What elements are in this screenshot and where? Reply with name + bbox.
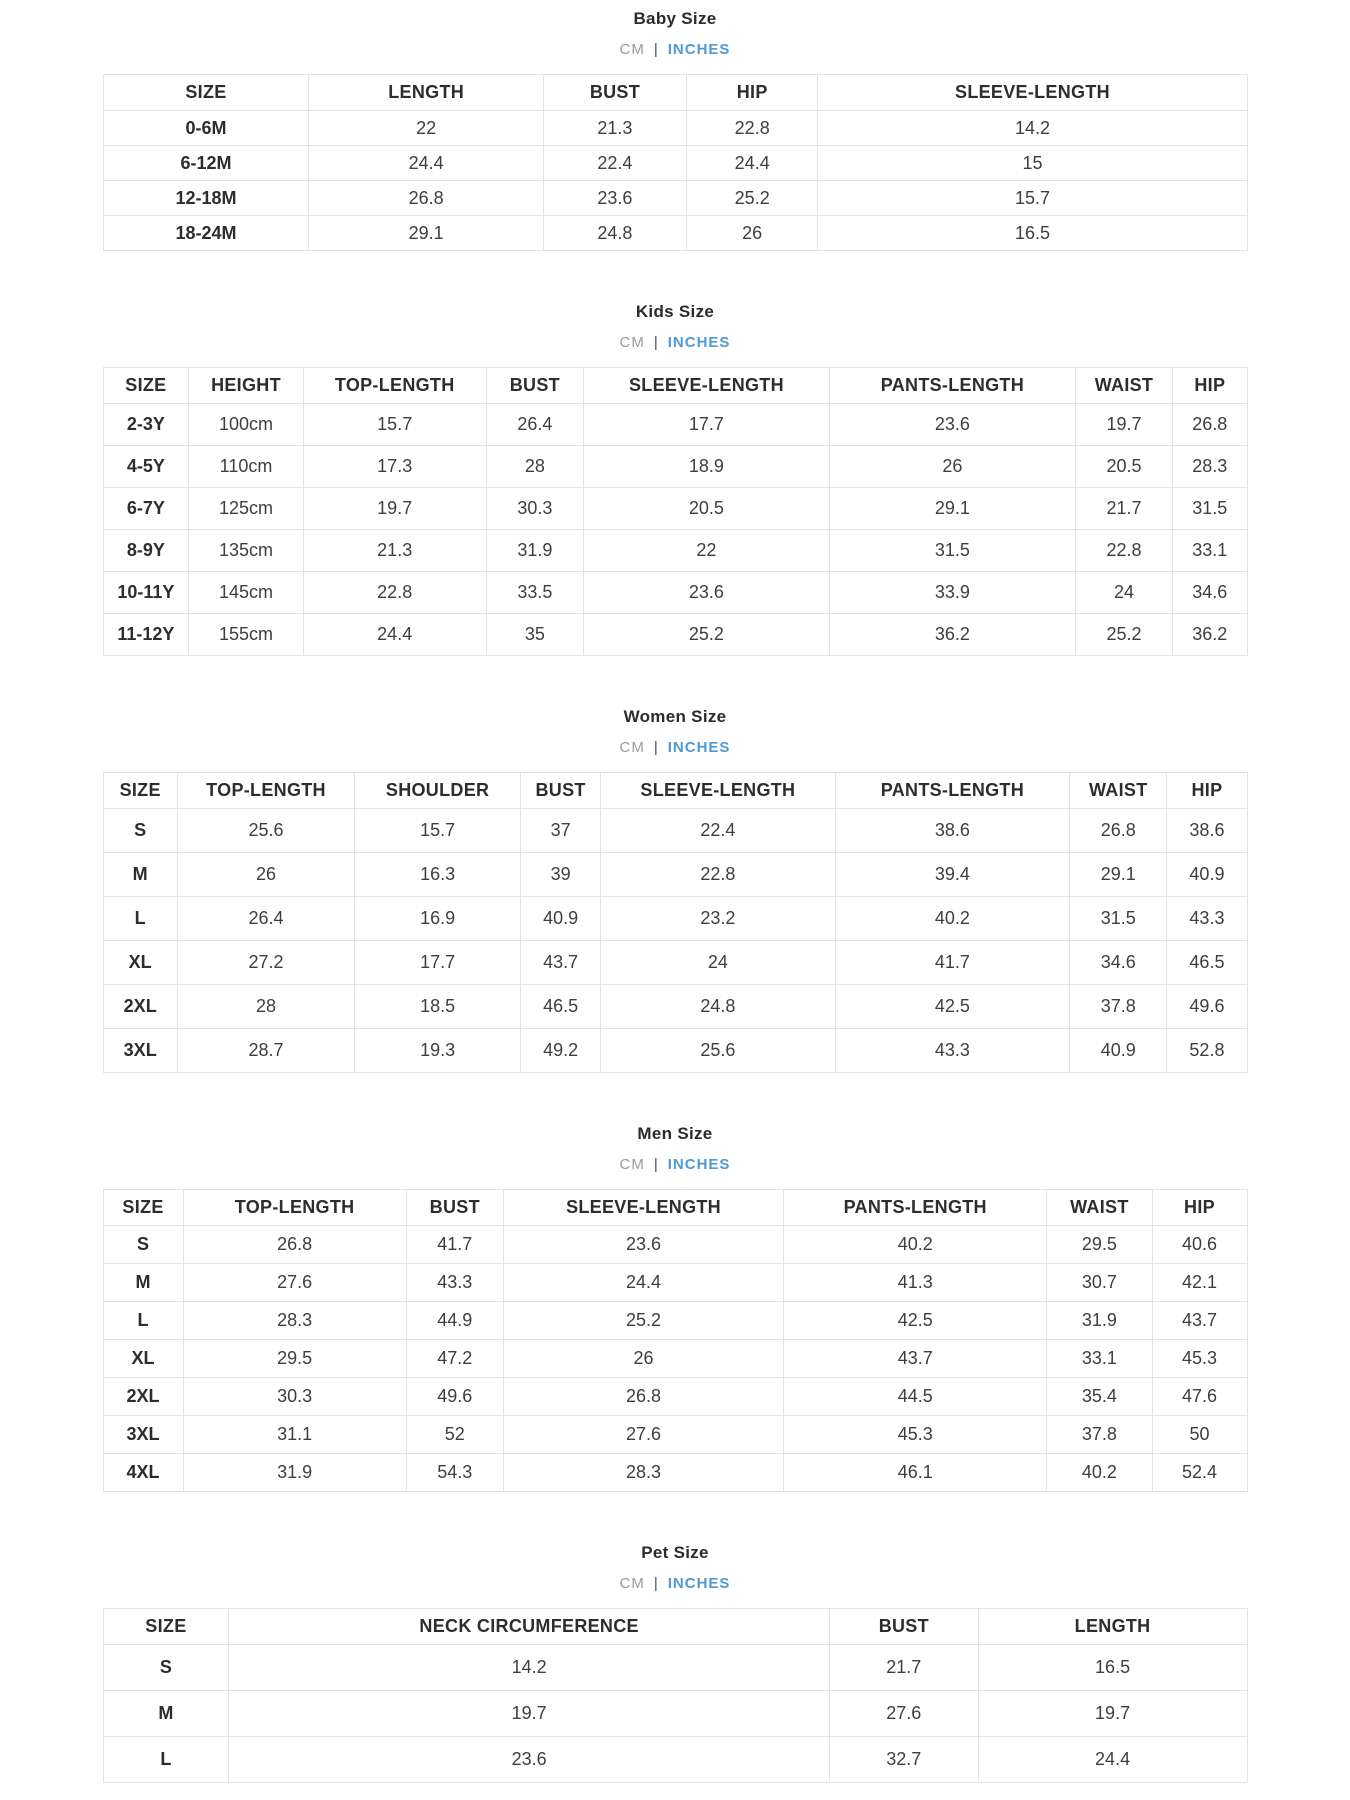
table-cell: 31.5 bbox=[1070, 897, 1167, 941]
column-header: LENGTH bbox=[978, 1609, 1247, 1645]
table-cell: 23.6 bbox=[503, 1226, 783, 1264]
table-cell: 43.3 bbox=[1167, 897, 1247, 941]
table-cell: 29.1 bbox=[309, 216, 544, 251]
size-chart-section-women-size bbox=[103, 706, 1248, 1073]
size-cell: M bbox=[103, 1691, 229, 1737]
table-cell: 39 bbox=[521, 853, 601, 897]
table-cell: 46.5 bbox=[521, 985, 601, 1029]
table-cell: 27.6 bbox=[829, 1691, 978, 1737]
table-cell: 46.1 bbox=[784, 1454, 1047, 1492]
table-cell: 31.5 bbox=[829, 530, 1075, 572]
table-cell: 31.9 bbox=[1047, 1302, 1152, 1340]
table-row bbox=[103, 1302, 1247, 1340]
table-cell: 52 bbox=[406, 1416, 503, 1454]
table-cell: 28.3 bbox=[183, 1302, 406, 1340]
table-cell: 135cm bbox=[189, 530, 303, 572]
table-cell: 16.3 bbox=[355, 853, 521, 897]
table-cell: 46.5 bbox=[1167, 941, 1247, 985]
table-cell: 43.7 bbox=[521, 941, 601, 985]
table-cell: 14.2 bbox=[818, 111, 1247, 146]
unit-cm-button[interactable]: CM bbox=[619, 1575, 645, 1592]
table-row bbox=[103, 1454, 1247, 1492]
size-chart-section-pet-size bbox=[103, 1542, 1248, 1783]
size-cell: XL bbox=[103, 941, 177, 985]
table-cell: 29.1 bbox=[1070, 853, 1167, 897]
table-cell: 42.1 bbox=[1152, 1264, 1247, 1302]
table-cell: 37 bbox=[521, 809, 601, 853]
table-cell: 25.2 bbox=[1075, 614, 1172, 656]
column-header: SLEEVE-LENGTH bbox=[503, 1190, 783, 1226]
column-header: SIZE bbox=[103, 773, 177, 809]
table-cell: 26.4 bbox=[486, 404, 583, 446]
unit-separator: | bbox=[653, 1575, 659, 1592]
table-cell: 23.6 bbox=[583, 572, 829, 614]
table-cell: 31.1 bbox=[183, 1416, 406, 1454]
table-row bbox=[103, 1226, 1247, 1264]
unit-toggle bbox=[103, 1155, 1248, 1175]
table-cell: 36.2 bbox=[829, 614, 1075, 656]
column-header: NECK CIRCUMFERENCE bbox=[229, 1609, 830, 1645]
table-cell: 43.3 bbox=[835, 1029, 1070, 1073]
table-cell: 27.2 bbox=[177, 941, 354, 985]
table-cell: 41.7 bbox=[835, 941, 1070, 985]
size-cell: 2-3Y bbox=[103, 404, 189, 446]
table-cell: 33.5 bbox=[486, 572, 583, 614]
table-cell: 35 bbox=[486, 614, 583, 656]
size-cell: 18-24M bbox=[103, 216, 309, 251]
table-cell: 33.9 bbox=[829, 572, 1075, 614]
table-cell: 19.7 bbox=[978, 1691, 1247, 1737]
table-cell: 40.2 bbox=[784, 1226, 1047, 1264]
table-cell: 32.7 bbox=[829, 1737, 978, 1783]
table-cell: 26 bbox=[503, 1340, 783, 1378]
column-header: PANTS-LENGTH bbox=[784, 1190, 1047, 1226]
size-cell: 3XL bbox=[103, 1029, 177, 1073]
table-cell: 17.3 bbox=[303, 446, 486, 488]
column-header: SIZE bbox=[103, 368, 189, 404]
table-row bbox=[103, 1737, 1247, 1783]
table-cell: 43.7 bbox=[784, 1340, 1047, 1378]
column-header: LENGTH bbox=[309, 75, 544, 111]
table-cell: 24.4 bbox=[303, 614, 486, 656]
table-cell: 26.8 bbox=[309, 181, 544, 216]
table-cell: 24.8 bbox=[543, 216, 686, 251]
table-cell: 33.1 bbox=[1047, 1340, 1152, 1378]
table-row bbox=[103, 1691, 1247, 1737]
unit-toggle bbox=[103, 40, 1248, 60]
table-row bbox=[103, 111, 1247, 146]
table-cell: 25.2 bbox=[686, 181, 818, 216]
column-header: WAIST bbox=[1075, 368, 1172, 404]
size-chart-section-baby-size bbox=[103, 8, 1248, 251]
table-row bbox=[103, 488, 1247, 530]
header-row bbox=[103, 1609, 1247, 1645]
size-cell: 2XL bbox=[103, 1378, 183, 1416]
table-cell: 26.8 bbox=[183, 1226, 406, 1264]
table-cell: 15.7 bbox=[355, 809, 521, 853]
table-cell: 22.8 bbox=[1075, 530, 1172, 572]
table-cell: 43.3 bbox=[406, 1264, 503, 1302]
table-cell: 19.7 bbox=[303, 488, 486, 530]
table-row bbox=[103, 1264, 1247, 1302]
unit-toggle bbox=[103, 333, 1248, 353]
column-header: TOP-LENGTH bbox=[177, 773, 354, 809]
table-cell: 18.5 bbox=[355, 985, 521, 1029]
table-cell: 31.5 bbox=[1173, 488, 1247, 530]
size-chart-section-kids-size bbox=[103, 301, 1248, 656]
table-cell: 26 bbox=[686, 216, 818, 251]
size-charts-page bbox=[0, 8, 1350, 1783]
table-cell: 49.6 bbox=[1167, 985, 1247, 1029]
column-header: TOP-LENGTH bbox=[303, 368, 486, 404]
table-cell: 16.5 bbox=[818, 216, 1247, 251]
table-row bbox=[103, 181, 1247, 216]
table-cell: 31.9 bbox=[183, 1454, 406, 1492]
size-cell: 0-6M bbox=[103, 111, 309, 146]
column-header: PANTS-LENGTH bbox=[829, 368, 1075, 404]
table-cell: 28.7 bbox=[177, 1029, 354, 1073]
header-row bbox=[103, 75, 1247, 111]
table-row bbox=[103, 614, 1247, 656]
table-cell: 28.3 bbox=[1173, 446, 1247, 488]
unit-separator: | bbox=[653, 334, 659, 351]
table-cell: 54.3 bbox=[406, 1454, 503, 1492]
column-header: BUST bbox=[486, 368, 583, 404]
column-header: BUST bbox=[829, 1609, 978, 1645]
size-cell: S bbox=[103, 809, 177, 853]
size-cell: 3XL bbox=[103, 1416, 183, 1454]
unit-separator: | bbox=[653, 1156, 659, 1173]
table-cell: 52.4 bbox=[1152, 1454, 1247, 1492]
table-cell: 36.2 bbox=[1173, 614, 1247, 656]
unit-cm-button[interactable]: CM bbox=[619, 41, 645, 58]
size-cell: 2XL bbox=[103, 985, 177, 1029]
table-cell: 47.2 bbox=[406, 1340, 503, 1378]
table-cell: 24.4 bbox=[686, 146, 818, 181]
table-cell: 38.6 bbox=[1167, 809, 1247, 853]
table-row bbox=[103, 1416, 1247, 1454]
table-cell: 20.5 bbox=[1075, 446, 1172, 488]
table-cell: 16.9 bbox=[355, 897, 521, 941]
table-cell: 22.8 bbox=[686, 111, 818, 146]
column-header: BUST bbox=[543, 75, 686, 111]
table-cell: 21.7 bbox=[829, 1645, 978, 1691]
table-cell: 30.7 bbox=[1047, 1264, 1152, 1302]
table-cell: 30.3 bbox=[183, 1378, 406, 1416]
table-cell: 49.2 bbox=[521, 1029, 601, 1073]
table-cell: 19.7 bbox=[1075, 404, 1172, 446]
table-cell: 24.4 bbox=[503, 1264, 783, 1302]
column-header: SLEEVE-LENGTH bbox=[583, 368, 829, 404]
table-cell: 40.9 bbox=[1070, 1029, 1167, 1073]
table-cell: 25.6 bbox=[601, 1029, 836, 1073]
column-header: SIZE bbox=[103, 1609, 229, 1645]
column-header: WAIST bbox=[1047, 1190, 1152, 1226]
size-cell: L bbox=[103, 1737, 229, 1783]
table-cell: 15.7 bbox=[818, 181, 1247, 216]
table-cell: 100cm bbox=[189, 404, 303, 446]
size-cell: S bbox=[103, 1645, 229, 1691]
table-cell: 26.8 bbox=[1070, 809, 1167, 853]
table-cell: 110cm bbox=[189, 446, 303, 488]
header-row bbox=[103, 773, 1247, 809]
table-cell: 25.6 bbox=[177, 809, 354, 853]
column-header: SIZE bbox=[103, 75, 309, 111]
table-cell: 29.1 bbox=[829, 488, 1075, 530]
table-cell: 22 bbox=[309, 111, 544, 146]
size-cell: 11-12Y bbox=[103, 614, 189, 656]
table-cell: 125cm bbox=[189, 488, 303, 530]
table-cell: 19.3 bbox=[355, 1029, 521, 1073]
unit-cm-button[interactable]: CM bbox=[619, 739, 645, 756]
size-cell: 6-7Y bbox=[103, 488, 189, 530]
table-cell: 19.7 bbox=[229, 1691, 830, 1737]
table-cell: 26.8 bbox=[503, 1378, 783, 1416]
unit-cm-button[interactable]: CM bbox=[619, 1156, 645, 1173]
section-title: Men Size bbox=[637, 1124, 713, 1143]
size-table bbox=[103, 367, 1248, 656]
table-cell: 38.6 bbox=[835, 809, 1070, 853]
size-cell: 4XL bbox=[103, 1454, 183, 1492]
unit-separator: | bbox=[653, 739, 659, 756]
size-table bbox=[103, 1189, 1248, 1492]
table-cell: 34.6 bbox=[1173, 572, 1247, 614]
table-cell: 21.3 bbox=[303, 530, 486, 572]
table-cell: 37.8 bbox=[1070, 985, 1167, 1029]
table-cell: 22.8 bbox=[601, 853, 836, 897]
table-cell: 40.2 bbox=[1047, 1454, 1152, 1492]
column-header: SLEEVE-LENGTH bbox=[818, 75, 1247, 111]
table-cell: 21.7 bbox=[1075, 488, 1172, 530]
size-cell: 8-9Y bbox=[103, 530, 189, 572]
column-header: HEIGHT bbox=[189, 368, 303, 404]
table-cell: 27.6 bbox=[183, 1264, 406, 1302]
table-row bbox=[103, 1340, 1247, 1378]
table-cell: 26.8 bbox=[1173, 404, 1247, 446]
size-table bbox=[103, 74, 1248, 251]
table-cell: 28.3 bbox=[503, 1454, 783, 1492]
unit-inches-button[interactable]: INCHES bbox=[667, 41, 731, 58]
column-header: TOP-LENGTH bbox=[183, 1190, 406, 1226]
table-cell: 16.5 bbox=[978, 1645, 1247, 1691]
unit-toggle bbox=[103, 738, 1248, 758]
size-cell: 12-18M bbox=[103, 181, 309, 216]
size-cell: L bbox=[103, 897, 177, 941]
table-row bbox=[103, 572, 1247, 614]
table-row bbox=[103, 941, 1247, 985]
table-cell: 40.9 bbox=[521, 897, 601, 941]
table-cell: 25.2 bbox=[503, 1302, 783, 1340]
header-row bbox=[103, 368, 1247, 404]
table-cell: 26 bbox=[829, 446, 1075, 488]
table-cell: 26 bbox=[177, 853, 354, 897]
section-title: Baby Size bbox=[633, 9, 717, 28]
table-cell: 155cm bbox=[189, 614, 303, 656]
table-row bbox=[103, 404, 1247, 446]
table-cell: 28 bbox=[486, 446, 583, 488]
table-cell: 33.1 bbox=[1173, 530, 1247, 572]
table-cell: 45.3 bbox=[784, 1416, 1047, 1454]
column-header: PANTS-LENGTH bbox=[835, 773, 1070, 809]
size-cell: M bbox=[103, 1264, 183, 1302]
table-row bbox=[103, 530, 1247, 572]
table-cell: 23.6 bbox=[229, 1737, 830, 1783]
table-cell: 26.4 bbox=[177, 897, 354, 941]
table-row bbox=[103, 146, 1247, 181]
section-title: Pet Size bbox=[641, 1543, 709, 1562]
table-cell: 14.2 bbox=[229, 1645, 830, 1691]
table-row bbox=[103, 897, 1247, 941]
table-cell: 29.5 bbox=[183, 1340, 406, 1378]
table-cell: 28 bbox=[177, 985, 354, 1029]
column-header: SHOULDER bbox=[355, 773, 521, 809]
table-cell: 29.5 bbox=[1047, 1226, 1152, 1264]
table-cell: 47.6 bbox=[1152, 1378, 1247, 1416]
table-cell: 24 bbox=[1075, 572, 1172, 614]
size-table bbox=[103, 772, 1248, 1073]
table-cell: 22.4 bbox=[543, 146, 686, 181]
unit-separator: | bbox=[653, 41, 659, 58]
table-cell: 22.8 bbox=[303, 572, 486, 614]
column-header: SLEEVE-LENGTH bbox=[601, 773, 836, 809]
table-cell: 23.2 bbox=[601, 897, 836, 941]
table-cell: 22.4 bbox=[601, 809, 836, 853]
unit-inches-button[interactable]: INCHES bbox=[667, 1156, 731, 1173]
column-header: HIP bbox=[1167, 773, 1247, 809]
column-header: WAIST bbox=[1070, 773, 1167, 809]
table-cell: 30.3 bbox=[486, 488, 583, 530]
table-cell: 41.3 bbox=[784, 1264, 1047, 1302]
table-cell: 37.8 bbox=[1047, 1416, 1152, 1454]
size-cell: 4-5Y bbox=[103, 446, 189, 488]
table-cell: 24.4 bbox=[978, 1737, 1247, 1783]
table-cell: 31.9 bbox=[486, 530, 583, 572]
size-cell: XL bbox=[103, 1340, 183, 1378]
table-cell: 25.2 bbox=[583, 614, 829, 656]
table-cell: 41.7 bbox=[406, 1226, 503, 1264]
size-chart-section-men-size bbox=[103, 1123, 1248, 1492]
size-cell: 10-11Y bbox=[103, 572, 189, 614]
column-header: BUST bbox=[406, 1190, 503, 1226]
section-title: Kids Size bbox=[635, 302, 715, 321]
table-row bbox=[103, 985, 1247, 1029]
table-row bbox=[103, 1645, 1247, 1691]
table-cell: 35.4 bbox=[1047, 1378, 1152, 1416]
column-header: HIP bbox=[1152, 1190, 1247, 1226]
table-row bbox=[103, 446, 1247, 488]
table-cell: 21.3 bbox=[543, 111, 686, 146]
table-cell: 42.5 bbox=[784, 1302, 1047, 1340]
table-cell: 40.9 bbox=[1167, 853, 1247, 897]
table-cell: 34.6 bbox=[1070, 941, 1167, 985]
header-row bbox=[103, 1190, 1247, 1226]
table-cell: 43.7 bbox=[1152, 1302, 1247, 1340]
table-cell: 17.7 bbox=[355, 941, 521, 985]
table-cell: 20.5 bbox=[583, 488, 829, 530]
column-header: BUST bbox=[521, 773, 601, 809]
size-cell: 6-12M bbox=[103, 146, 309, 181]
table-cell: 22 bbox=[583, 530, 829, 572]
column-header: HIP bbox=[686, 75, 818, 111]
table-row bbox=[103, 1029, 1247, 1073]
table-cell: 27.6 bbox=[503, 1416, 783, 1454]
table-cell: 40.6 bbox=[1152, 1226, 1247, 1264]
table-cell: 39.4 bbox=[835, 853, 1070, 897]
size-table bbox=[103, 1608, 1248, 1783]
table-row bbox=[103, 853, 1247, 897]
size-cell: M bbox=[103, 853, 177, 897]
table-cell: 24.4 bbox=[309, 146, 544, 181]
unit-toggle bbox=[103, 1574, 1248, 1594]
unit-inches-button[interactable]: INCHES bbox=[667, 1575, 731, 1592]
section-title: Women Size bbox=[623, 707, 727, 726]
unit-inches-button[interactable]: INCHES bbox=[667, 739, 731, 756]
unit-inches-button[interactable]: INCHES bbox=[667, 334, 731, 351]
table-cell: 15 bbox=[818, 146, 1247, 181]
table-cell: 42.5 bbox=[835, 985, 1070, 1029]
table-cell: 24.8 bbox=[601, 985, 836, 1029]
table-cell: 50 bbox=[1152, 1416, 1247, 1454]
table-cell: 17.7 bbox=[583, 404, 829, 446]
column-header: SIZE bbox=[103, 1190, 183, 1226]
table-cell: 18.9 bbox=[583, 446, 829, 488]
table-cell: 23.6 bbox=[543, 181, 686, 216]
table-cell: 44.5 bbox=[784, 1378, 1047, 1416]
table-row bbox=[103, 216, 1247, 251]
table-row bbox=[103, 1378, 1247, 1416]
table-cell: 44.9 bbox=[406, 1302, 503, 1340]
table-cell: 45.3 bbox=[1152, 1340, 1247, 1378]
table-cell: 15.7 bbox=[303, 404, 486, 446]
table-cell: 52.8 bbox=[1167, 1029, 1247, 1073]
table-cell: 49.6 bbox=[406, 1378, 503, 1416]
size-cell: S bbox=[103, 1226, 183, 1264]
size-cell: L bbox=[103, 1302, 183, 1340]
table-cell: 23.6 bbox=[829, 404, 1075, 446]
table-cell: 145cm bbox=[189, 572, 303, 614]
table-cell: 24 bbox=[601, 941, 836, 985]
unit-cm-button[interactable]: CM bbox=[619, 334, 645, 351]
table-cell: 40.2 bbox=[835, 897, 1070, 941]
table-row bbox=[103, 809, 1247, 853]
column-header: HIP bbox=[1173, 368, 1247, 404]
